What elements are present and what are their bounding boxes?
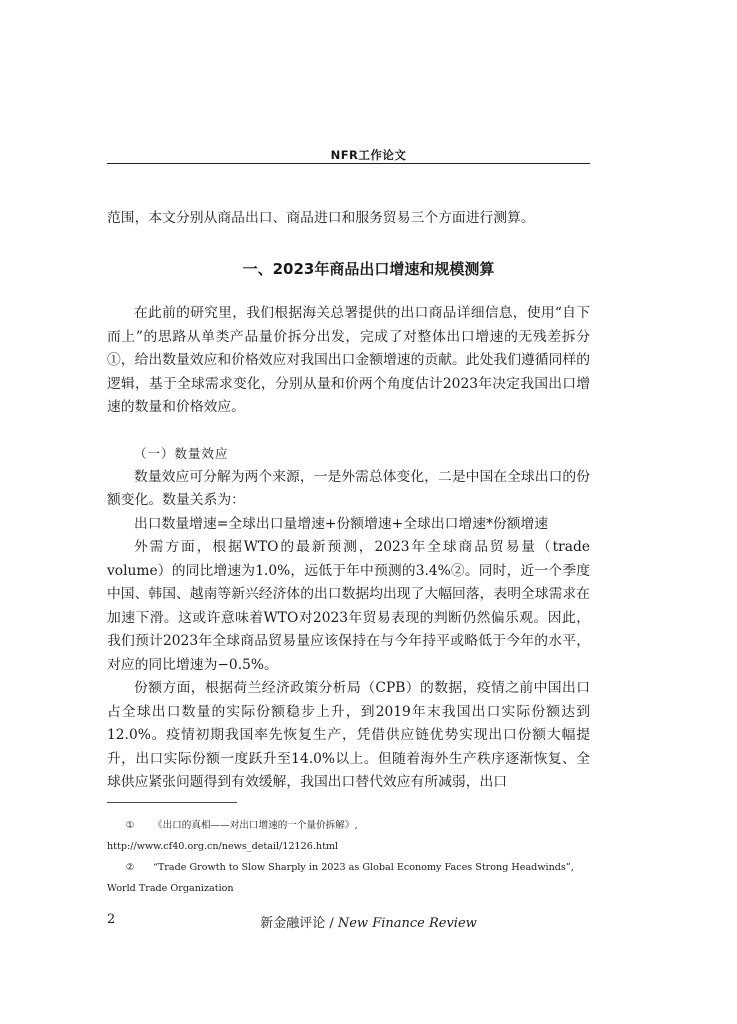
paragraph-2: 数量效应可分解为两个来源，一是外需总体变化，二是中国在全球出口的份额变化。数量关系为： — [107, 468, 590, 508]
footnotes — [107, 815, 590, 899]
journal-name-cn: 新金融评论 / — [260, 916, 338, 931]
intro-line: 范围，本文分别从商品出口、商品进口和服务贸易三个方面进行测算。 — [107, 210, 535, 226]
intro-text-block — [107, 207, 590, 231]
footnote-1-number: ① — [125, 820, 135, 831]
paragraph-3: 外需方面，根据WTO的最新预测，2023年全球商品贸易量（trade volume）的同比增速为1.0%，远低于年中预测的3.4%②。同时，近一个季度中国、韩国、越南等新兴经济体的出口数据均出现了大幅回落，表明全球需求在加速下滑。这或许意味着WTO对2023年贸易表现的判断仍然偏乐观。因此，我们预计2023年全球商品贸易量应该保持在与今年持平或略低于今年的水平，对应的同比增速为−0.5%。 — [107, 539, 590, 673]
subsection-block — [107, 442, 590, 795]
formula-line: 出口数量增速=全球出口量增速+份额增速+全球出口增速*份额增速 — [134, 515, 549, 532]
footnote-rule — [107, 802, 237, 803]
footnote-1 — [107, 815, 590, 857]
paragraph-block-1 — [107, 302, 590, 420]
journal-name-en: New Finance Review — [337, 916, 477, 931]
footnote-2-number: ② — [125, 862, 135, 873]
footnote-2 — [107, 857, 590, 899]
journal-footer — [0, 912, 737, 931]
running-header: NFR工作论文 — [330, 148, 407, 162]
subsection-title: （一）数量效应 — [134, 446, 229, 461]
section-title: 一、2023年商品出口增速和规模测算 — [242, 260, 495, 278]
header-rule — [107, 163, 590, 164]
footnote-1-text: 《出口的真相——对出口增速的一个量价拆解》, http://www.cf40.org.cn/news_detail/12126.html — [107, 820, 358, 852]
paragraph-1: 在此前的研究里，我们根据海关总署提供的出口商品详细信息，使用“自下而上”的思路从单类产品量价拆分出发，完成了对整体出口增速的无残差拆分①，给出数量效应和价格效应对我国出口金额增速的贡献。此处我们遵循同样的逻辑，基于全球需求变化，分别从量和价两个角度估计2023年决定我国出口增速的数量和价格效应。 — [107, 305, 590, 415]
footnote-2-text: “Trade Growth to Slow Sharply in 2023 as Global Economy Faces Strong Headwinds”, World Trade Organization — [107, 862, 574, 894]
page-number: 2 — [107, 912, 116, 927]
paragraph-4: 份额方面，根据荷兰经济政策分析局（CPB）的数据，疫情之前中国出口占全球出口数量的实际份额稳步上升，到2019年末我国出口实际份额达到12.0%。疫情初期我国率先恢复生产，凭借供应链优势实现出口份额大幅提升，出口实际份额一度跃升至14.0%以上。但随着海外生产秩序逐渐恢复、全球供应紧张问题得到有效缓解，我国出口替代效应有所减弱，出口 — [107, 680, 590, 790]
